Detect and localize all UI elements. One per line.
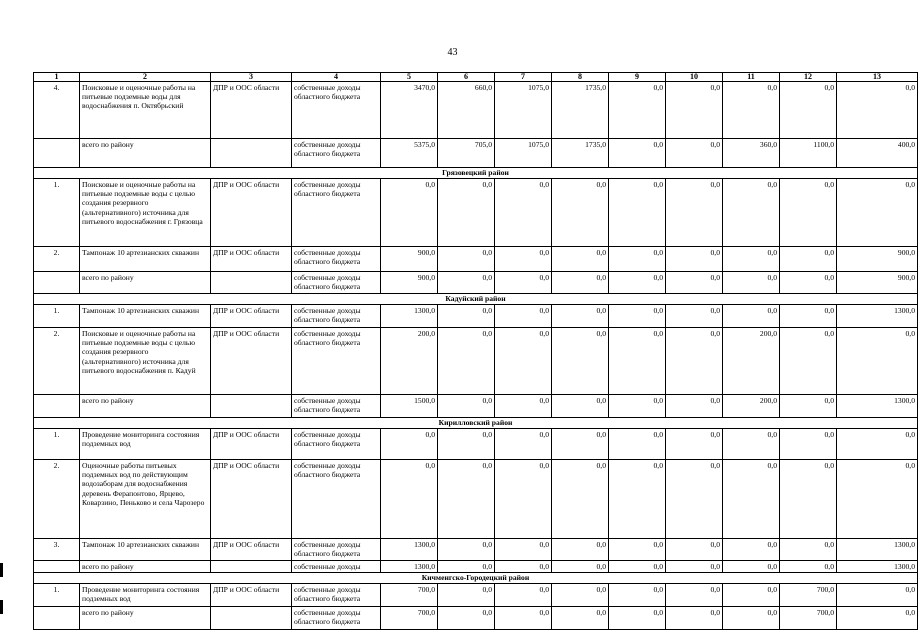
amount-cell: 0,0 [609,247,666,272]
amount-cell: 0,0 [552,328,609,395]
amount-cell: 0,0 [495,328,552,395]
amount-cell: 0,0 [609,429,666,460]
amount-cell: 200,0 [723,328,780,395]
funding-source: собственные доходы областного бюджета [292,328,381,395]
amount-cell: 5375,0 [381,139,438,168]
amount-cell: 0,0 [552,584,609,607]
table-row [34,179,918,247]
amount-cell: 0,0 [495,247,552,272]
amount-cell: 0,0 [666,247,723,272]
amount-cell: 0,0 [666,429,723,460]
column-number-header: 13 [837,73,918,82]
work-description: Тампонаж 10 артезианских скважин [80,247,211,272]
amount-cell: 0,0 [438,305,495,328]
amount-cell: 0,0 [552,395,609,418]
amount-cell: 0,0 [495,607,552,630]
table-row [34,607,918,630]
amount-cell: 1300,0 [381,561,438,573]
amount-cell: 0,0 [780,561,837,573]
amount-cell: 0,0 [552,247,609,272]
amount-cell: 0,0 [495,539,552,561]
amount-cell: 0,0 [609,272,666,294]
amount-cell: 0,0 [438,179,495,247]
work-description: всего по району [80,607,211,630]
amount-cell: 900,0 [837,247,918,272]
table-row [34,460,918,539]
amount-cell: 0,0 [666,395,723,418]
amount-cell: 0,0 [609,539,666,561]
work-description: Поисковые и оценочные работы на питьевые подземные воды для водоснабжения п. Октябрьский [80,82,211,139]
work-description: Оценочные работы питьевых подземных вод по действующим водозаборам для водоснабжения деревень Ферапонтово, Ярцево, Коварзино, Пеньково и села Чарозеро [80,460,211,539]
executor [211,395,292,418]
amount-cell: 0,0 [609,460,666,539]
table-row [34,139,918,168]
table-row [34,539,918,561]
amount-cell: 200,0 [723,395,780,418]
amount-cell: 360,0 [723,139,780,168]
amount-cell: 0,0 [780,460,837,539]
amount-cell: 0,0 [552,561,609,573]
amount-cell: 0,0 [495,561,552,573]
amount-cell: 0,0 [723,607,780,630]
amount-cell: 1300,0 [837,539,918,561]
amount-cell: 700,0 [381,607,438,630]
executor: ДПР и ООС области [211,179,292,247]
amount-cell: 0,0 [723,460,780,539]
amount-cell: 700,0 [780,607,837,630]
amount-cell: 1300,0 [381,539,438,561]
amount-cell: 0,0 [552,272,609,294]
amount-cell: 0,0 [495,305,552,328]
amount-cell: 1500,0 [381,395,438,418]
amount-cell: 0,0 [609,305,666,328]
row-index: 3. [34,539,80,561]
amount-cell: 700,0 [780,584,837,607]
amount-cell: 0,0 [438,584,495,607]
amount-cell: 900,0 [381,247,438,272]
row-index: 2. [34,328,80,395]
funding-source: собственные доходы областного бюджета [292,179,381,247]
amount-cell: 1100,0 [780,139,837,168]
amount-cell: 0,0 [723,82,780,139]
column-number-header: 11 [723,73,780,82]
amount-cell: 0,0 [723,561,780,573]
amount-cell: 0,0 [780,429,837,460]
funding-source: собственные доходы областного бюджета [292,460,381,539]
column-number-header: 7 [495,73,552,82]
work-description: Проведение мониторинга состояния подземных вод [80,584,211,607]
funding-source: собственные доходы областного бюджета [292,305,381,328]
executor: ДПР и ООС области [211,305,292,328]
amount-cell: 0,0 [438,247,495,272]
district-header-row [34,418,918,429]
column-number-row [34,73,918,82]
amount-cell: 0,0 [609,607,666,630]
column-number-header: 3 [211,73,292,82]
amount-cell: 0,0 [723,305,780,328]
district-header-row [34,573,918,584]
column-number-header: 2 [80,73,211,82]
amount-cell: 0,0 [780,179,837,247]
district-name: Кичменгско-Городецкий район [34,573,918,584]
work-description: Тампонаж 10 артезианских скважин [80,305,211,328]
district-header-row [34,294,918,305]
table-row [34,561,918,573]
amount-cell: 3470,0 [381,82,438,139]
column-number-header: 5 [381,73,438,82]
column-number-header: 12 [780,73,837,82]
amount-cell: 1075,0 [495,139,552,168]
district-name: Кирилловский район [34,418,918,429]
amount-cell: 0,0 [780,272,837,294]
executor: ДПР и ООС области [211,584,292,607]
amount-cell: 0,0 [438,561,495,573]
executor [211,139,292,168]
amount-cell: 0,0 [780,539,837,561]
amount-cell: 0,0 [381,179,438,247]
amount-cell: 660,0 [438,82,495,139]
amount-cell: 0,0 [666,179,723,247]
table-row [34,82,918,139]
amount-cell: 0,0 [780,247,837,272]
executor [211,272,292,294]
work-description: всего по району [80,139,211,168]
amount-cell: 0,0 [723,272,780,294]
amount-cell: 1300,0 [837,305,918,328]
row-index: 4. [34,82,80,139]
amount-cell: 0,0 [837,607,918,630]
executor [211,561,292,573]
scan-edge-mark [0,563,3,577]
funding-source: собственные доходы областного бюджета [292,139,381,168]
amount-cell: 0,0 [438,272,495,294]
amount-cell: 1735,0 [552,139,609,168]
row-index [34,561,80,573]
column-number-header: 1 [34,73,80,82]
row-index [34,272,80,294]
amount-cell: 0,0 [609,584,666,607]
table-row [34,328,918,395]
executor: ДПР и ООС области [211,429,292,460]
executor: ДПР и ООС области [211,328,292,395]
amount-cell: 0,0 [438,607,495,630]
executor: ДПР и ООС области [211,539,292,561]
amount-cell: 0,0 [837,328,918,395]
work-description: всего по району [80,561,211,573]
amount-cell: 705,0 [438,139,495,168]
amount-cell: 0,0 [666,82,723,139]
amount-cell: 0,0 [381,429,438,460]
executor: ДПР и ООС области [211,82,292,139]
amount-cell: 0,0 [609,139,666,168]
amount-cell: 0,0 [552,305,609,328]
scan-edge-mark [0,600,3,614]
row-index: 2. [34,460,80,539]
amount-cell: 0,0 [438,395,495,418]
amount-cell: 0,0 [552,539,609,561]
amount-cell: 0,0 [723,584,780,607]
budget-table [33,72,918,630]
work-description: Поисковые и оценочные работы на питьевые подземные воды с целью создания резервного (альтернативного) источника для питьевого водоснабжения г. Грязовца [80,179,211,247]
amount-cell: 1735,0 [552,82,609,139]
amount-cell: 1300,0 [837,561,918,573]
amount-cell: 0,0 [609,179,666,247]
amount-cell: 0,0 [438,539,495,561]
table-row [34,429,918,460]
amount-cell: 0,0 [666,539,723,561]
row-index: 1. [34,305,80,328]
amount-cell: 400,0 [837,139,918,168]
amount-cell: 0,0 [381,460,438,539]
district-name: Кадуйский район [34,294,918,305]
column-number-header: 6 [438,73,495,82]
amount-cell: 0,0 [495,584,552,607]
amount-cell: 0,0 [495,460,552,539]
column-number-header: 4 [292,73,381,82]
amount-cell: 0,0 [666,328,723,395]
amount-cell: 0,0 [609,395,666,418]
amount-cell: 0,0 [666,584,723,607]
executor [211,607,292,630]
executor: ДПР и ООС области [211,460,292,539]
amount-cell: 0,0 [837,429,918,460]
amount-cell: 0,0 [495,272,552,294]
amount-cell: 0,0 [723,539,780,561]
table-row [34,272,918,294]
funding-source: собственные доходы областного бюджета [292,607,381,630]
amount-cell: 0,0 [723,179,780,247]
amount-cell: 0,0 [723,429,780,460]
amount-cell: 900,0 [381,272,438,294]
amount-cell: 0,0 [780,328,837,395]
amount-cell: 0,0 [552,179,609,247]
amount-cell: 0,0 [666,460,723,539]
amount-cell: 0,0 [552,429,609,460]
row-index [34,139,80,168]
amount-cell: 1300,0 [837,395,918,418]
amount-cell: 0,0 [837,584,918,607]
amount-cell: 0,0 [552,460,609,539]
row-index [34,607,80,630]
funding-source: собственные доходы [292,561,381,573]
work-description: всего по району [80,395,211,418]
amount-cell: 0,0 [666,139,723,168]
row-index [34,395,80,418]
amount-cell: 0,0 [837,82,918,139]
district-header-row [34,168,918,179]
amount-cell: 0,0 [666,272,723,294]
district-name: Грязовецкий район [34,168,918,179]
funding-source: собственные доходы областного бюджета [292,247,381,272]
amount-cell: 0,0 [723,247,780,272]
amount-cell: 0,0 [438,429,495,460]
page-number: 43 [447,47,458,58]
work-description: Поисковые и оценочные работы на питьевые подземные воды с целью создания резервного (альтернативного) источника для питьевого водоснабжения п. Кадуй [80,328,211,395]
work-description: Тампонаж 10 артезианских скважин [80,539,211,561]
amount-cell: 0,0 [837,179,918,247]
amount-cell: 0,0 [495,179,552,247]
amount-cell: 200,0 [381,328,438,395]
amount-cell: 900,0 [837,272,918,294]
amount-cell: 0,0 [609,82,666,139]
amount-cell: 0,0 [780,82,837,139]
executor: ДПР и ООС области [211,247,292,272]
row-index: 1. [34,179,80,247]
amount-cell: 0,0 [609,328,666,395]
row-index: 1. [34,584,80,607]
amount-cell: 0,0 [438,328,495,395]
amount-cell: 0,0 [666,607,723,630]
funding-source: собственные доходы областного бюджета [292,395,381,418]
row-index: 1. [34,429,80,460]
funding-source: собственные доходы областного бюджета [292,272,381,294]
work-description: Проведение мониторинга состояния подземных вод [80,429,211,460]
funding-source: собственные доходы областного бюджета [292,539,381,561]
amount-cell: 700,0 [381,584,438,607]
column-number-header: 8 [552,73,609,82]
funding-source: собственные доходы областного бюджета [292,82,381,139]
amount-cell: 0,0 [666,561,723,573]
amount-cell: 0,0 [552,607,609,630]
table-row [34,305,918,328]
amount-cell: 0,0 [438,460,495,539]
work-description: всего по району [80,272,211,294]
amount-cell: 0,0 [495,429,552,460]
table-row [34,584,918,607]
column-number-header: 10 [666,73,723,82]
funding-source: собственные доходы областного бюджета [292,584,381,607]
column-number-header: 9 [609,73,666,82]
funding-source: собственные доходы областного бюджета [292,429,381,460]
amount-cell: 1300,0 [381,305,438,328]
amount-cell: 0,0 [666,305,723,328]
amount-cell: 0,0 [495,395,552,418]
amount-cell: 0,0 [780,395,837,418]
table-row [34,395,918,418]
amount-cell: 1075,0 [495,82,552,139]
amount-cell: 0,0 [609,561,666,573]
row-index: 2. [34,247,80,272]
amount-cell: 0,0 [837,460,918,539]
table-row [34,247,918,272]
amount-cell: 0,0 [780,305,837,328]
